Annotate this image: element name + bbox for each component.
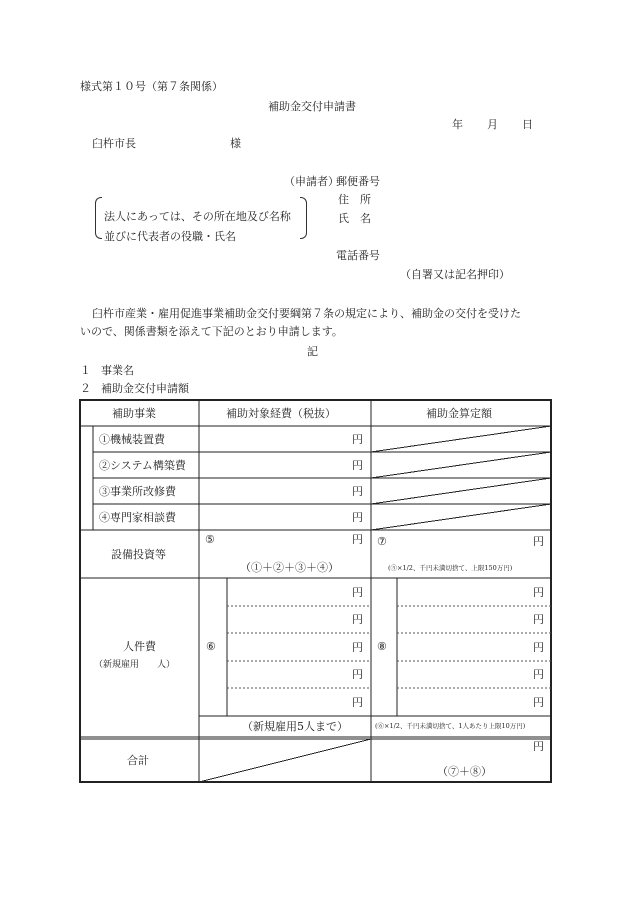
total-formula: （⑦＋⑧）	[437, 765, 492, 778]
header-eligible-expenses: 補助対象経費（税抜）	[226, 407, 336, 420]
postal-code-label: 郵便番号	[336, 175, 380, 188]
signature-note: （自署又は記名押印）	[400, 268, 510, 281]
corporate-note-line2: 並びに代表者の役職・氏名	[104, 230, 236, 243]
mark-5: ⑤	[205, 533, 215, 546]
item-machinery: ①機械装置費	[99, 433, 165, 446]
form-number: 様式第１０号（第７条関係）	[80, 80, 223, 93]
yen-unit: 円	[352, 586, 363, 599]
note-6: （新規雇用5人まで）	[242, 720, 348, 733]
phone-label: 電話番号	[336, 249, 380, 262]
applicant-label: （申請者）	[284, 175, 339, 188]
document-title: 補助金交付申請書	[268, 100, 356, 113]
header-subsidy-amount: 補助金算定額	[426, 407, 492, 420]
name-label: 氏 名	[338, 212, 371, 225]
mark-7: ⑦	[377, 535, 387, 548]
total-label: 合計	[127, 754, 149, 767]
addressee-name: 臼杵市長	[92, 137, 136, 150]
yen-unit: 円	[352, 485, 363, 498]
yen-unit: 円	[352, 668, 363, 681]
note-7: (⑤×1/2、千円未満切捨て、上限150万円)	[388, 564, 513, 572]
yen-unit: 円	[533, 613, 544, 626]
mark-6: ⑥	[206, 640, 216, 653]
yen-unit: 円	[352, 433, 363, 446]
personnel-label: 人件費	[123, 640, 156, 653]
ki-heading: 記	[307, 345, 318, 358]
section-1-label: 事業名	[101, 364, 134, 377]
item-system: ②システム構築費	[99, 459, 186, 472]
corporate-note-line1: 法人にあっては、その所在地及び名称	[104, 210, 291, 223]
item-consultation: ④専門家相談費	[99, 511, 176, 524]
yen-unit: 円	[533, 740, 544, 753]
mark-8: ⑧	[377, 640, 387, 653]
yen-unit: 円	[352, 511, 363, 524]
date-month: 月	[487, 118, 498, 131]
yen-unit: 円	[533, 641, 544, 654]
section-2-label: 補助金交付申請額	[101, 382, 189, 395]
equipment-label: 設備投資等	[111, 548, 166, 561]
body-line-2: いので、関係書類を添えて下記のとおり申請します。	[80, 325, 343, 338]
yen-unit: 円	[352, 696, 363, 709]
address-label: 住 所	[338, 193, 371, 206]
yen-unit: 円	[352, 613, 363, 626]
item-office-renovation: ③事業所改修費	[99, 485, 176, 498]
new-hires-label: （新規雇用 人）	[94, 660, 176, 670]
yen-unit: 円	[533, 668, 544, 681]
date-day: 日	[522, 118, 533, 131]
yen-unit: 円	[352, 533, 363, 546]
yen-unit: 円	[352, 641, 363, 654]
yen-unit: 円	[533, 586, 544, 599]
formula-5: （①＋②＋③＋④）	[240, 561, 339, 574]
header-subsidy-project: 補助事業	[112, 407, 156, 420]
date-year: 年	[452, 118, 463, 131]
section-1-number: １	[80, 364, 91, 377]
body-line-1: 臼杵市産業・雇用促進事業補助金交付要綱第７条の規定により、補助金の交付を受けた	[92, 307, 521, 320]
addressee-honorific: 様	[230, 137, 241, 150]
yen-unit: 円	[533, 696, 544, 709]
section-2-number: ２	[80, 382, 91, 395]
note-8: (⑥×1/2、千円未満切捨て、1人あたり上限10万円)	[375, 722, 526, 730]
yen-unit: 円	[533, 535, 544, 548]
yen-unit: 円	[352, 459, 363, 472]
